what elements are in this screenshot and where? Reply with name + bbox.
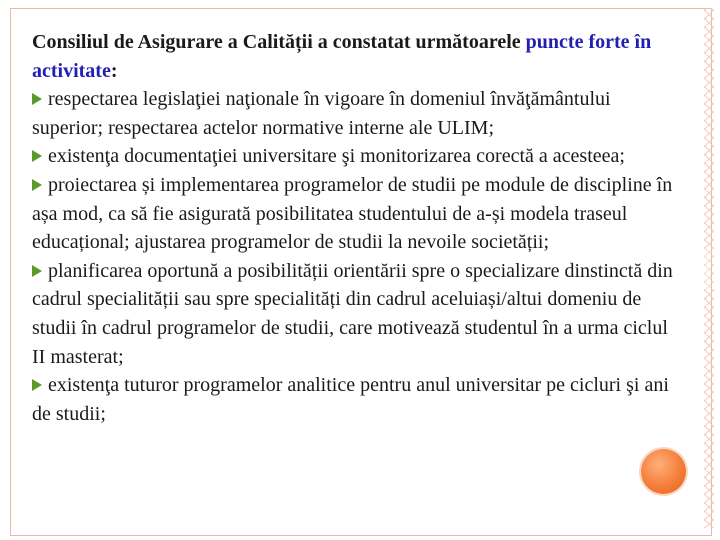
heading-text: Consiliul de Asigurare a Calității a constatat următoarele [32, 31, 526, 53]
list-item [32, 257, 682, 371]
list-item-text: existenţa documentaţiei universitare şi monitorizarea corectă a acesteea; [48, 145, 625, 168]
heading-accent-text: puncte forte în activitate [32, 31, 652, 82]
arrow-bullet-icon [32, 93, 42, 105]
list-item-text: respectarea legislaţiei naţionale în vigoare în domeniul învăţământului superior; respectarea actelor normative interne ale ULIM; [32, 88, 611, 139]
arrow-bullet-icon [32, 179, 42, 191]
list-item-text: existenţa tuturor programelor analitice pentru anul universitar pe cicluri şi ani de studii; [32, 374, 669, 425]
heading-colon: : [110, 59, 118, 82]
list-item [32, 371, 682, 428]
list-item-text: proiectarea și implementarea programelor de studii pe module de discipline în așa mod, ca să fie asigurată posibilitatea studentului de a-și modela traseul educațional; ajustarea programelor de studii la nevoile societății; [32, 173, 673, 254]
decorative-edge-pattern [704, 8, 714, 528]
arrow-bullet-icon [32, 265, 42, 277]
arrow-bullet-icon [32, 379, 42, 391]
list-item-text: planificarea oportună a posibilității orientării spre o specializare dinstinctă din cadrul specialității sau spre specialități din cadrul aceluiași/altui domeniu de studii în cadrul programelor de studii, care motivează studentul în a urma ciclul II masterat; [32, 259, 673, 368]
list-item [32, 142, 682, 171]
list-item [32, 85, 682, 142]
slide-heading [32, 28, 682, 85]
arrow-bullet-icon [32, 150, 42, 162]
slide-content [32, 28, 682, 428]
list-item [32, 171, 682, 257]
decorative-orange-circle [641, 449, 686, 494]
